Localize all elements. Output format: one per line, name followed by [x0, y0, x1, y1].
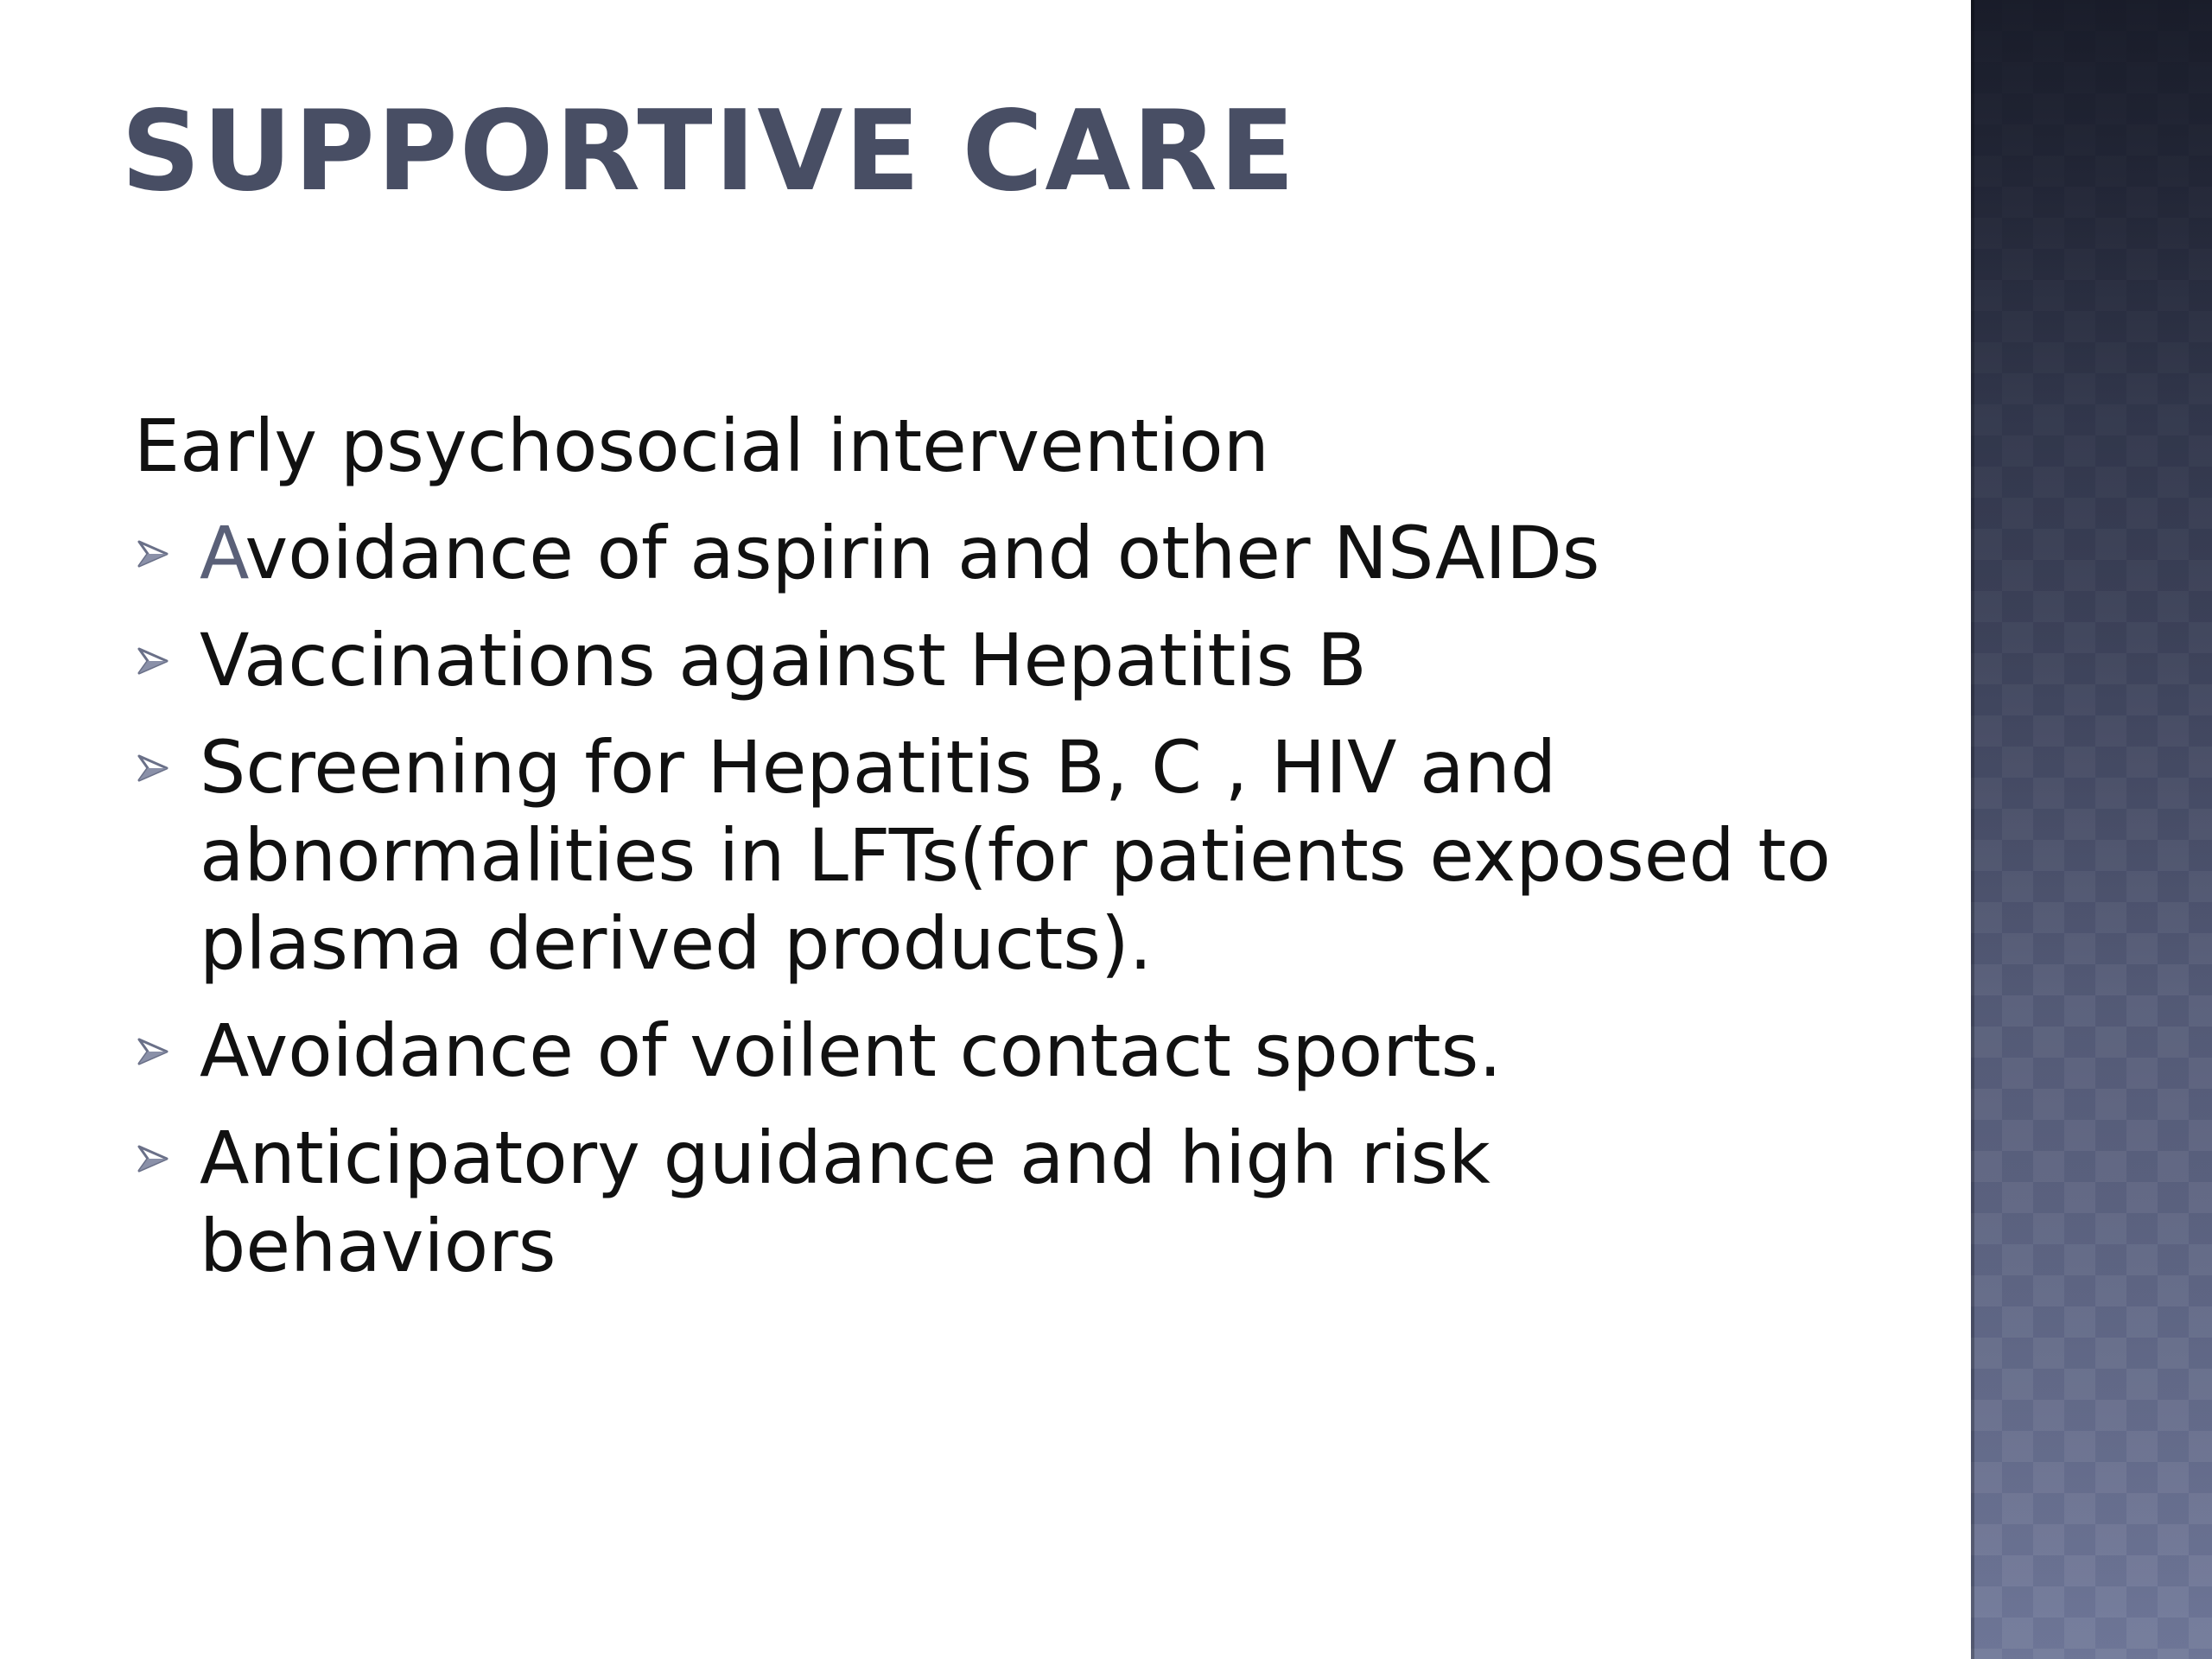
- arrow-bullet-icon: [136, 645, 170, 677]
- bullet-item: [134, 616, 1862, 704]
- bullet-text: voidance of aspirin and other NSAIDs: [245, 511, 1600, 595]
- arrow-bullet-icon: [136, 538, 170, 569]
- bullet-item: [134, 1114, 1862, 1290]
- bullet-list: [134, 509, 1862, 1290]
- bullet-first-letter: A: [200, 511, 245, 595]
- bullet-text: Anticipatory guidance and high risk behaviors: [200, 1116, 1491, 1288]
- decorative-side-panel: [1971, 0, 2212, 1659]
- side-panel-edge: [1971, 0, 1974, 1659]
- intro-text: Early psychosocial intervention: [134, 404, 1269, 488]
- bullet-item: [134, 1007, 1862, 1095]
- bullet-item: [134, 723, 1862, 988]
- bullet-text: Avoidance of voilent contact sports.: [200, 1008, 1503, 1093]
- bullet-text: Screening for Hepatitis B, C , HIV and abnormalities in LFTs(for patients exposed to plasma derived products).: [200, 725, 1831, 986]
- arrow-bullet-icon: [136, 1036, 170, 1067]
- slide-body: [134, 402, 1862, 1309]
- bullet-text: Vaccinations against Hepatitis B: [200, 618, 1367, 702]
- bullet-item: [134, 509, 1862, 597]
- arrow-bullet-icon: [136, 1143, 170, 1174]
- arrow-bullet-icon: [136, 753, 170, 784]
- slide-title: SUPPORTIVE CARE: [121, 87, 1297, 216]
